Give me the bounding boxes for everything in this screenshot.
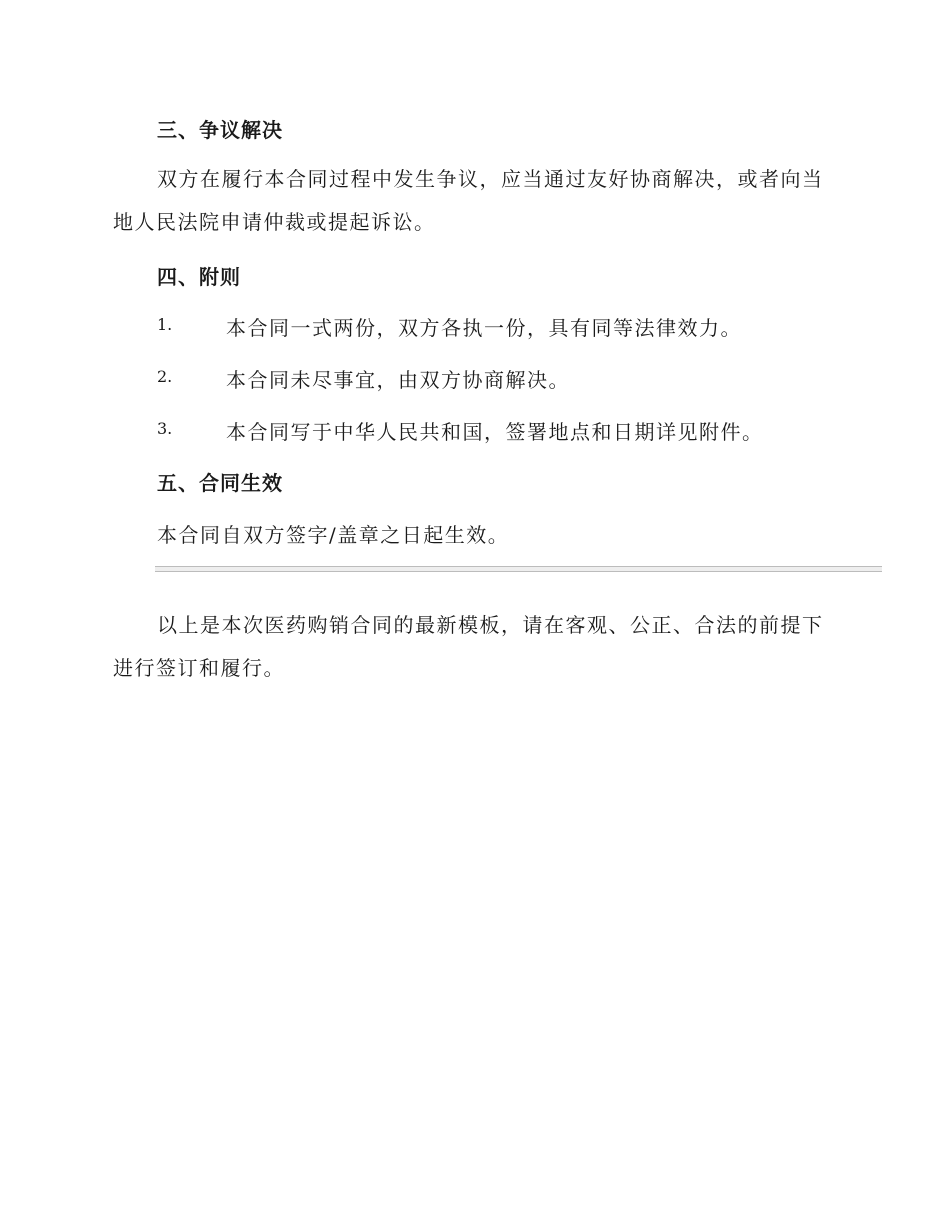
dispute-text: 双方在履行本合同过程中发生争议，应当通过友好协商解决，或者向当地人民法院申请仲裁或提起诉讼。 [113,167,824,234]
dispute-paragraph [113,158,833,244]
closing-text: 以上是本次医药购销合同的最新模板，请在客观、公正、合法的前提下进行签订和履行。 [113,613,824,680]
closing-paragraph [113,604,833,690]
list-item-text: 本合同写于中华人民共和国，签署地点和日期详见附件。 [226,420,764,444]
section-heading-dispute: 三、争议解决 [157,118,283,142]
list-item-number: 3. [157,419,173,438]
list-item-text: 本合同未尽事宜，由双方协商解决。 [226,368,570,392]
list-item-number: 2. [157,367,173,386]
horizontal-divider [155,566,882,572]
list-item-text: 本合同一式两份，双方各执一份，具有同等法律效力。 [226,316,742,340]
section-heading-effective: 五、合同生效 [157,471,283,495]
effective-text: 本合同自双方签字/盖章之日起生效。 [157,523,510,547]
list-item-number: 1. [157,315,173,334]
section-heading-supplementary: 四、附则 [157,265,241,289]
